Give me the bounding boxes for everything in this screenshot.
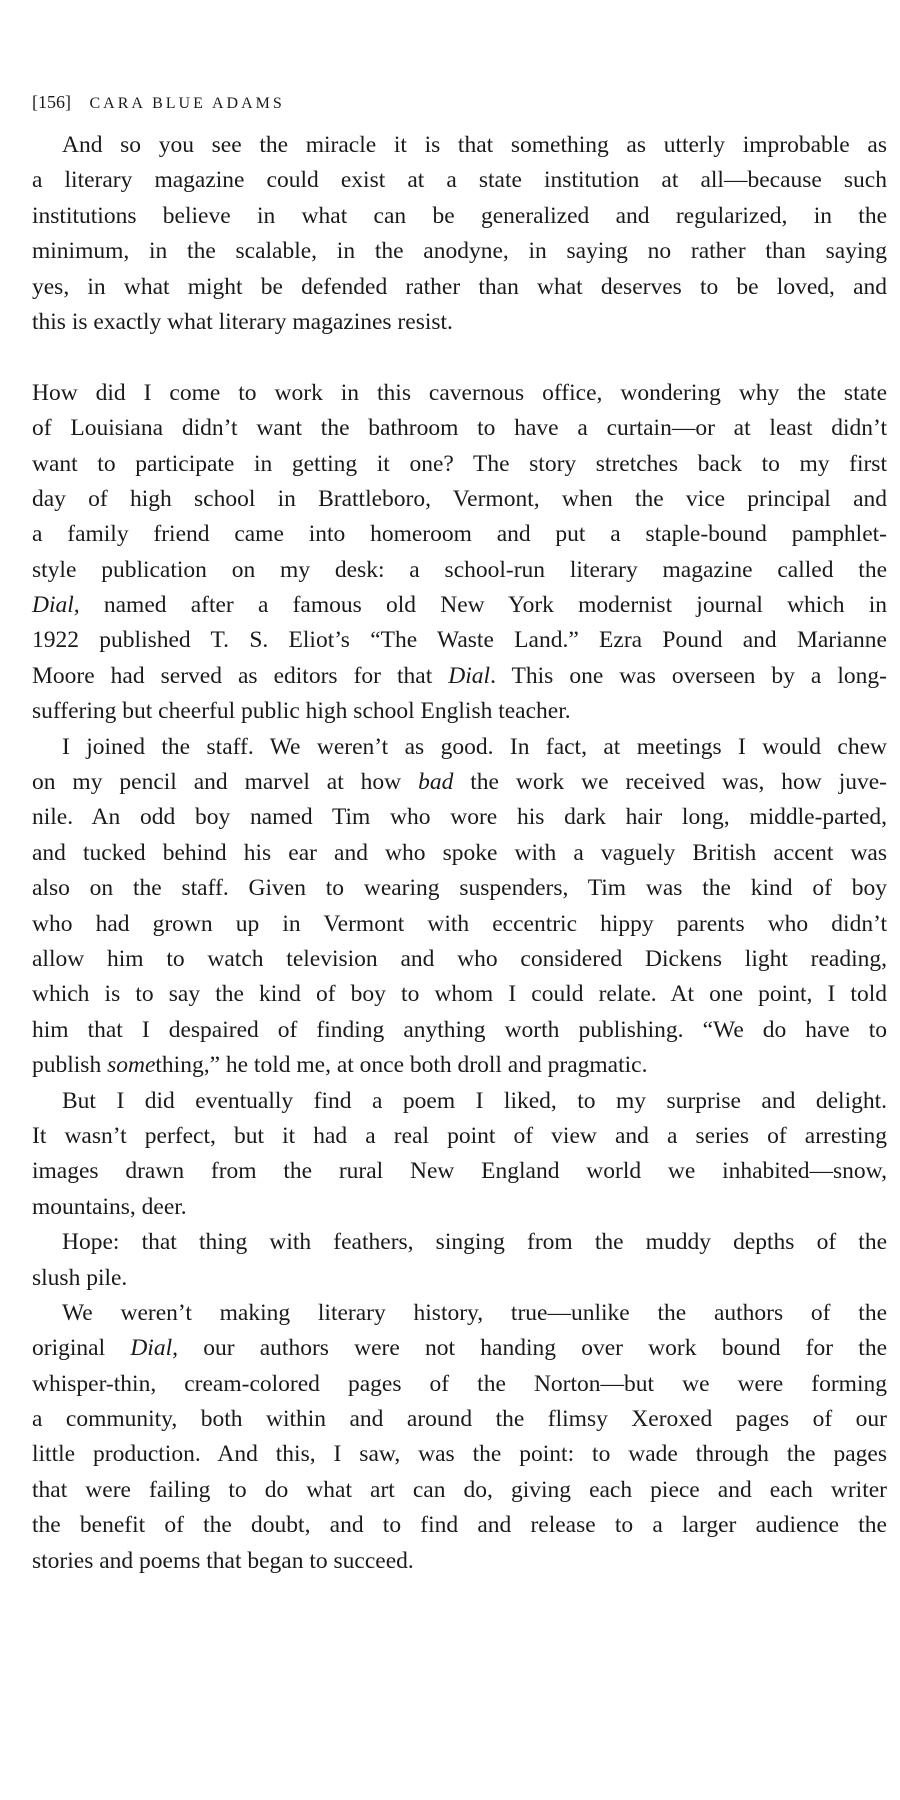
italic-text: Dial, — [130, 1335, 178, 1362]
text-line — [32, 482, 887, 517]
text-segment: on my pencil and marvel at how — [32, 769, 419, 796]
text-line — [32, 1473, 887, 1508]
text-line — [32, 517, 887, 552]
text-segment: him that I despaired of finding anything worth publishing. “We do have to — [32, 1016, 887, 1043]
text-line — [32, 270, 887, 305]
text-line — [32, 836, 887, 871]
text-segment: a literary magazine could exist at a state institution at all—because such — [32, 167, 887, 194]
text-line — [32, 800, 887, 835]
text-segment: also on the staff. Given to wearing suspenders, Tim was the kind of boy — [32, 875, 887, 902]
text-segment: thing,” he told me, at once both droll and pragmatic. — [155, 1052, 648, 1079]
text-segment: images drawn from the rural New England world we inhabited—snow, — [32, 1158, 887, 1185]
text-line — [32, 730, 887, 765]
text-segment: Hope: that thing with feathers, singing from the muddy depths of the — [62, 1229, 887, 1256]
text-segment: whisper-thin, cream-colored pages of the Norton—but we were forming — [32, 1370, 887, 1397]
text-segment: this is exactly what literary magazines resist. — [32, 308, 453, 335]
text-line — [32, 1048, 887, 1083]
text-segment: the work we received was, how juve- — [453, 769, 887, 796]
italic-text: Dial, — [32, 592, 80, 619]
text-line — [32, 163, 887, 198]
text-segment: stories and poems that began to succeed. — [32, 1547, 414, 1574]
text-line — [32, 694, 887, 729]
running-header — [32, 92, 285, 113]
text-line — [32, 1261, 887, 1296]
text-segment: slush pile. — [32, 1264, 128, 1291]
text-segment: mountains, deer. — [32, 1193, 187, 1220]
page-number: [156] — [32, 92, 71, 112]
text-segment: minimum, in the scalable, in the anodyne, in saying no rather than saying — [32, 238, 887, 265]
text-line — [32, 1225, 887, 1260]
text-line — [32, 907, 887, 942]
text-line — [32, 1119, 887, 1154]
text-segment: And so you see the miracle it is that something as utterly improbable as — [62, 132, 887, 158]
text-line — [32, 553, 887, 588]
text-line — [32, 977, 887, 1012]
text-line — [32, 623, 887, 658]
blank-line — [32, 340, 887, 375]
text-segment: It wasn’t perfect, but it had a real point of view and a series of arresting — [32, 1122, 887, 1149]
text-segment: 1922 published T. S. Eliot’s “The Waste Land.” Ezra Pound and Marianne — [32, 627, 887, 654]
text-segment: named after a famous old New York modernist journal which in — [79, 592, 887, 619]
text-segment: We weren’t making literary history, true—unlike the authors of the — [62, 1299, 887, 1326]
text-line — [32, 411, 887, 446]
text-segment: original — [32, 1335, 131, 1362]
italic-text: some — [107, 1052, 156, 1079]
text-segment: of Louisiana didn’t want the bathroom to have a curtain—or at least didn’t — [32, 415, 887, 442]
italic-text: Dial — [448, 662, 491, 689]
text-segment: How did I come to work in this cavernous office, wondering why the state — [32, 379, 887, 406]
text-line — [32, 199, 887, 234]
text-segment: allow him to watch television and who considered Dickens light reading, — [32, 945, 887, 972]
text-segment: suffering but cheerful public high school English teacher. — [32, 698, 571, 725]
text-line — [32, 942, 887, 977]
text-segment: . This one was overseen by a long- — [490, 662, 887, 689]
text-line — [32, 1190, 887, 1225]
text-segment: that were failing to do what art can do, giving each piece and each writer — [32, 1476, 887, 1503]
text-line — [32, 1154, 887, 1189]
text-segment: day of high school in Brattleboro, Vermont, when the vice principal and — [32, 485, 887, 512]
text-line — [32, 588, 887, 623]
text-segment: want to participate in getting it one? The story stretches back to my first — [32, 450, 887, 477]
text-line — [32, 1544, 887, 1579]
text-line — [32, 1296, 887, 1331]
text-segment: and tucked behind his ear and who spoke with a vaguely British accent was — [32, 839, 887, 866]
text-segment: a community, both within and around the flimsy Xeroxed pages of our — [32, 1406, 887, 1433]
text-segment: our authors were not handing over work bound for the — [177, 1335, 888, 1362]
text-line — [32, 1437, 887, 1472]
text-segment: style publication on my desk: a school-run literary magazine called the — [32, 556, 887, 583]
text-segment: a family friend came into homeroom and put a staple-bound pamphlet- — [32, 521, 887, 548]
text-line — [32, 1331, 887, 1366]
text-line — [32, 1508, 887, 1543]
text-segment: publish — [32, 1052, 108, 1079]
text-segment: little production. And this, I saw, was the point: to wade through the pages — [32, 1441, 887, 1468]
text-line — [32, 1013, 887, 1048]
text-line — [32, 376, 887, 411]
text-segment: nile. An odd boy named Tim who wore his dark hair long, middle-parted, — [32, 804, 887, 831]
text-line — [32, 1367, 887, 1402]
text-segment: which is to say the kind of boy to whom I could relate. At one point, I told — [32, 981, 887, 1008]
text-line — [32, 1084, 887, 1119]
text-segment: Moore had served as editors for that — [32, 662, 449, 689]
text-line — [32, 128, 887, 163]
author-name: CARA BLUE ADAMS — [89, 95, 285, 112]
text-segment: the benefit of the doubt, and to find and release to a larger audience the — [32, 1512, 887, 1539]
text-segment: But I did eventually find a poem I liked, to my surprise and delight. — [62, 1087, 887, 1114]
text-segment: yes, in what might be defended rather than what deserves to be loved, and — [32, 273, 887, 300]
text-segment: who had grown up in Vermont with eccentric hippy parents who didn’t — [32, 910, 887, 937]
text-line — [32, 765, 887, 800]
text-segment: institutions believe in what can be generalized and regularized, in the — [32, 202, 887, 229]
text-line — [32, 305, 887, 340]
body-text — [32, 128, 887, 1579]
text-line — [32, 871, 887, 906]
text-line — [32, 1402, 887, 1437]
text-line — [32, 659, 887, 694]
italic-text: bad — [418, 769, 454, 796]
text-segment: I joined the staff. We weren’t as good. In fact, at meetings I would chew — [62, 733, 887, 760]
text-line — [32, 234, 887, 269]
text-line — [32, 447, 887, 482]
